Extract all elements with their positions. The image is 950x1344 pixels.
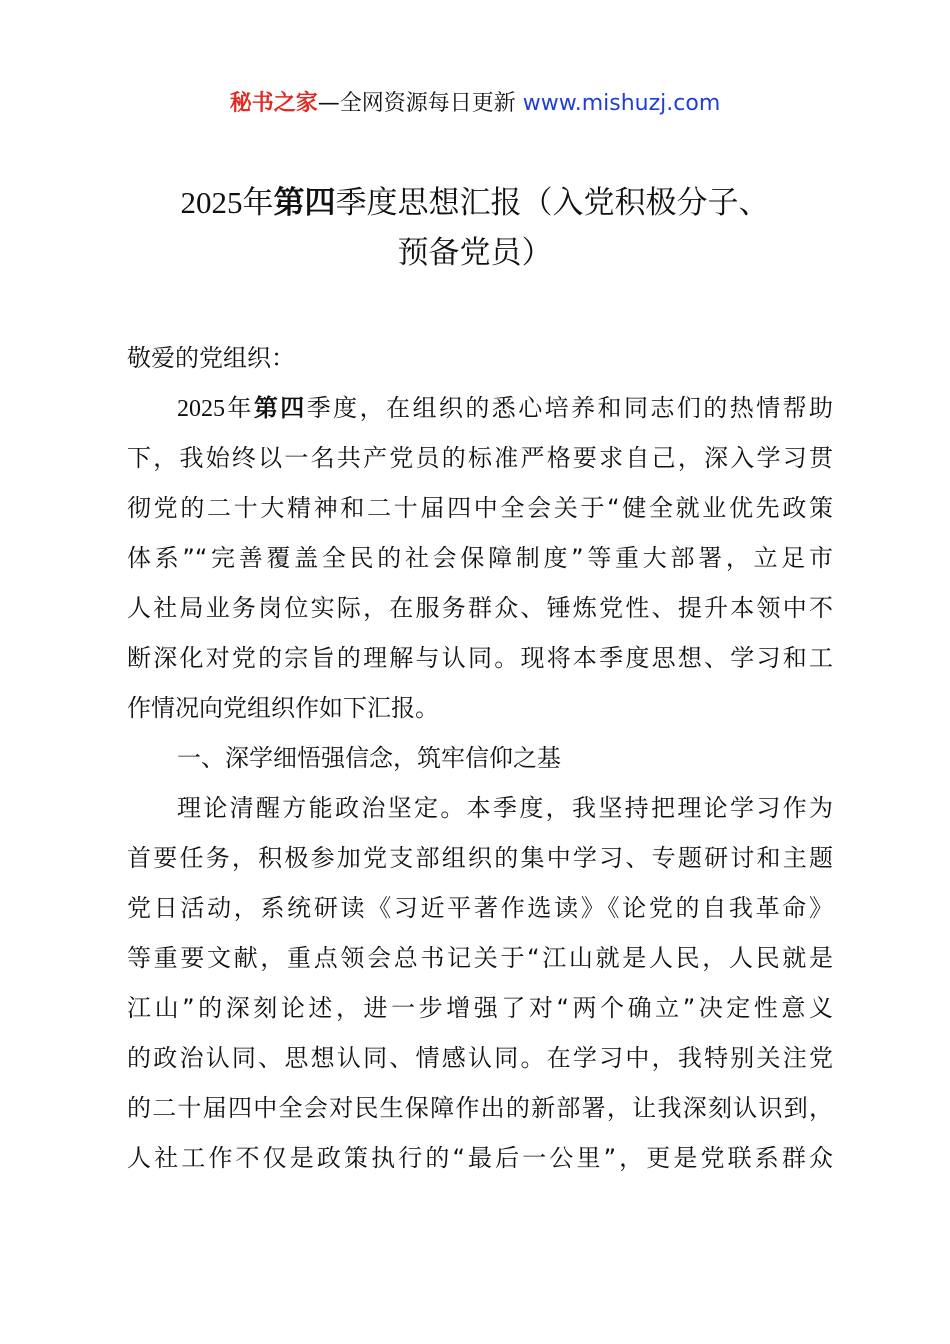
section-heading: 一、深学细悟强信念，筑牢信仰之基 — [177, 744, 561, 772]
paragraph-line: 的二十届四中全会对民生保障作出的新部署，让我深刻认识到， — [127, 1094, 833, 1122]
paragraph-line: 党日活动，系统研读《习近平著作选读》《论党的自我革命》 — [127, 894, 833, 922]
paragraph-line: 等重要文献，重点领会总书记关于“江山就是人民，人民就是 — [127, 944, 833, 972]
paragraph-line: 首要任务，积极参加党支部组织的集中学习、专题研讨和主题 — [127, 844, 833, 872]
title-line-1: 2025年第四季度思想汇报（入党积极分子、 — [180, 185, 770, 221]
banner-tagline: —全网资源每日更新 — [317, 91, 516, 116]
paragraph-line: 理论清醒方能政治坚定。本季度，我坚持把理论学习作为 — [177, 794, 833, 822]
paragraph-line: 作情况向党组织作如下汇报。 — [127, 694, 439, 722]
title-line-2: 预备党员） — [397, 235, 553, 271]
title-quarter: 第四 — [273, 185, 336, 221]
document-title — [0, 178, 950, 278]
paragraph-line: 人社局业务岗位实际，在服务群众、锤炼党性、提升本领中不 — [127, 594, 833, 622]
paragraph-line: 下，我始终以一名共产党员的标准严格要求自己，深入学习贯 — [127, 444, 833, 472]
paragraph-line: 彻党的二十大精神和二十届四中全会关于“健全就业优先政策 — [127, 494, 833, 522]
paragraph-line: 的政治认同、思想认同、情感认同。在学习中，我特别关注党 — [127, 1044, 833, 1072]
paragraph-line: 体系”“完善覆盖全民的社会保障制度”等重大部署，立足市 — [127, 544, 833, 572]
paragraph-line: 断深化对党的宗旨的理解与认同。现将本季度思想、学习和工 — [127, 644, 833, 672]
site-url[interactable]: www.mishuzj.com — [522, 91, 721, 116]
salutation: 敬爱的党组织： — [127, 344, 295, 372]
brand-name: 秘书之家 — [229, 91, 318, 116]
title-year: 2025 — [180, 185, 243, 220]
paragraph-line: 2025年第四季度，在组织的悉心培养和同志们的热情帮助 — [177, 394, 834, 422]
paragraph-line: 人社工作不仅是政策执行的“最后一公里”，更是党联系群众 — [127, 1144, 833, 1172]
document-body — [127, 333, 833, 1183]
site-banner — [0, 86, 950, 122]
paragraph-line: 江山”的深刻论述，进一步增强了对“两个确立”决定性意义 — [127, 994, 833, 1022]
